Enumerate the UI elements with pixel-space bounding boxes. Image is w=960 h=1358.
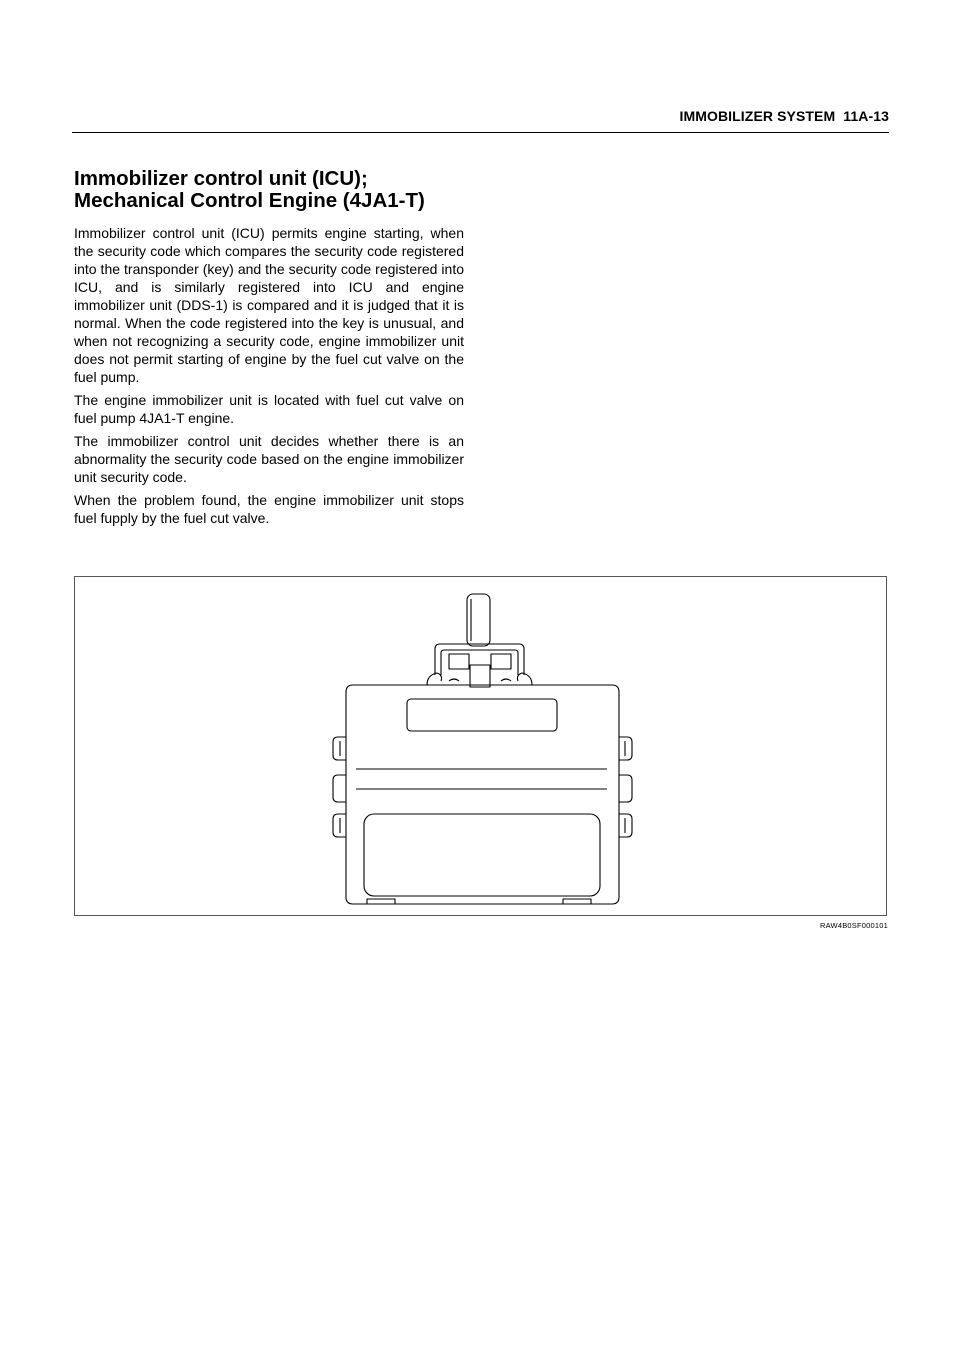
section-title-line-2: Mechanical Control Engine (4JA1-T)	[74, 189, 425, 212]
paragraph-3: The immobilizer control unit decides whether there is an abnormality the security code based on the engine immobilizer unit security code.	[74, 433, 464, 485]
section-title	[74, 168, 474, 212]
icu-illustration	[75, 577, 888, 917]
body-text	[74, 224, 464, 532]
running-header	[72, 108, 889, 124]
header-page-number: 11A-13	[843, 108, 889, 124]
header-section-title: IMMOBILIZER SYSTEM	[679, 108, 836, 124]
right-side-clips	[619, 737, 632, 837]
connector-bracket	[427, 644, 532, 687]
paragraph-2: The engine immobilizer unit is located with fuel cut valve on fuel pump 4JA1-T engine.	[74, 392, 464, 426]
connector-pin	[467, 594, 490, 646]
paragraph-4: When the problem found, the engine immobilizer unit stops fuel fupply by the fuel cut valve.	[74, 492, 464, 526]
left-side-clips	[333, 737, 346, 837]
section-title-line-1: Immobilizer control unit (ICU);	[74, 167, 368, 190]
paragraph-1: Immobilizer control unit (ICU) permits engine starting, when the security code which compares the security code registered into the transponder (key) and the security code registered into ICU, and is similarly registered into ICU and engine immobilizer unit (DDS-1) is compared and it is judged that it is normal. When the code registered into the key is unusual, and when not recognizing a security code, engine immobilizer unit does not permit starting of engine by the fuel cut valve on the fuel pump.	[74, 225, 464, 385]
header-rule	[72, 132, 889, 133]
figure-frame	[74, 576, 887, 916]
figure-caption: RAW4B0SF000101	[820, 921, 888, 930]
icu-housing	[346, 685, 619, 904]
